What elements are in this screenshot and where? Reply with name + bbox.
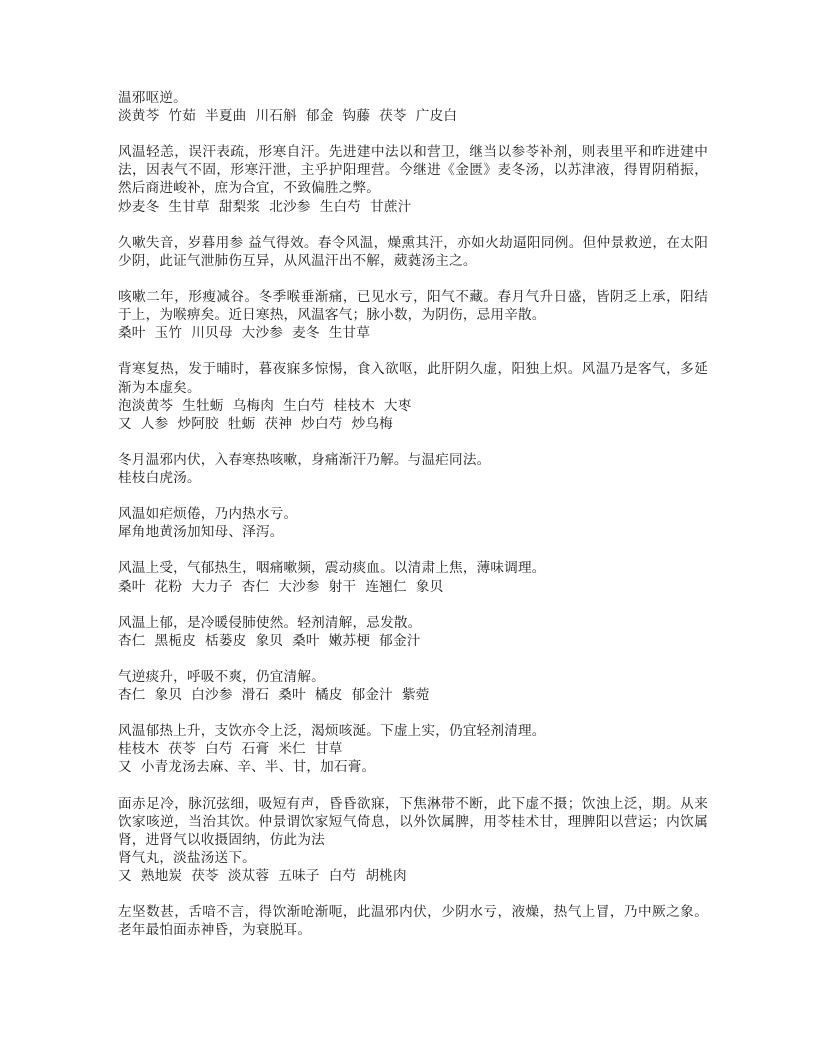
case-description: 风温郁热上升，支饮亦令上泛，渴烦咳涎。下虚上实，仍宜轻剂清理。: [118, 723, 546, 740]
case-description: 咳嗽二年，形瘦减谷。冬季喉垂渐痛，已见水亏，阳气不藏。春月气升日盛，皆阴乏上承，阳结于上，为喉痹矣。近日寒热，风温客气；脉小数，为阴伤，忌用辛散。: [118, 289, 708, 324]
case-entry: [118, 614, 708, 650]
prescription-line: 桂枝白虎汤。: [118, 469, 201, 486]
prescription-line: 泡淡黄芩 生牡蛎 乌梅肉 生白芍 桂枝木 大枣: [118, 397, 412, 414]
prescription-line: 又 小青龙汤去麻、辛、半、甘，加石膏。: [118, 759, 376, 776]
case-description: 久嗽失音，岁暮用参 益气得效。春令风温，燥熏其汗，亦如火劫逼阳同例。但仲景救逆，在太阳少阴，此证气泄肺伤互异，从风温汗出不解，葳蕤汤主之。: [118, 234, 708, 269]
prescription-line: 杏仁 象贝 白沙参 滑石 桑叶 橘皮 郁金汁 紫菀: [118, 687, 430, 704]
prescription-line: 桑叶 花粉 大力子 杏仁 大沙参 射干 连翘仁 象贝: [118, 578, 444, 595]
case-description: 风温如疟烦倦，乃内热水亏。: [118, 506, 298, 523]
prescription-line: 肾气丸，淡盐汤送下。: [118, 849, 256, 866]
prescription-line: 桑叶 玉竹 川贝母 大沙参 麦冬 生甘草: [118, 325, 371, 342]
case-entry: [118, 451, 708, 487]
prescription-line: 犀角地黄汤加知母、泽泻。: [118, 524, 284, 541]
document-page: [118, 89, 708, 958]
case-description: 风温上郁，是冷暖侵肺使然。轻剂清解，忌发散。: [118, 614, 422, 631]
case-entry: [118, 668, 708, 704]
case-entry: [118, 795, 708, 885]
case-entry: [118, 903, 708, 939]
case-entry: [118, 288, 708, 342]
case-description: 冬月温邪内伏，入春寒热咳嗽，身痛渐汗乃解。与温疟同法。: [118, 451, 491, 468]
case-description: 温邪呕逆。: [118, 90, 187, 106]
case-description: 风温轻恙，误汗表疏，形寒自汗。先进建中法以和营卫，继当以参苓补剂，则表里平和昨进建中法，因表气不固，形寒汗泄，主乎护阳理营。今继进《金匮》麦冬汤，以苏津液，得胃阴稍振，然后商进峻补，庶为合宜，不致偏胜之弊。: [118, 144, 708, 197]
prescription-line: 又 熟地炭 茯苓 淡苁蓉 五味子 白芍 胡桃肉: [118, 868, 407, 885]
prescription-line: 桂枝木 茯苓 白芍 石膏 米仁 甘草: [118, 741, 343, 758]
case-description: 风温上受，气郁热生，咽痛嗽频，震动痰血。以清肃上焦，薄味调理。: [118, 560, 546, 577]
case-description: 气逆痰升，呼吸不爽，仍宜清解。: [118, 669, 325, 685]
case-entry: [118, 559, 708, 595]
case-entry: [118, 89, 708, 125]
case-entry: [118, 505, 708, 541]
prescription-line: 又 人参 炒阿胶 牡蛎 茯神 炒白芍 炒乌梅: [118, 415, 393, 432]
case-description: 背寒复热，发于晡时，暮夜寐多惊惕，食入欲呕，此肝阴久虚，阳独上炽。风温乃是客气，多延渐为本虚矣。: [118, 361, 708, 396]
case-entry: [118, 234, 708, 270]
prescription-line: 杏仁 黑栀皮 栝蒌皮 象贝 桑叶 嫩苏梗 郁金汁: [118, 632, 421, 649]
case-description: 左坚数甚，舌喑不言，得饮渐呛渐呃，此温邪内伏，少阴水亏，液燥，热气上冒，乃中厥之象。老年最怕面赤神昏，为衰脱耳。: [118, 904, 708, 939]
case-description: 面赤足冷，脉沉弦细，吸短有声，昏昏欲寐，下焦淋带不断，此下虚不摄；饮浊上泛，期。从来饮家咳逆，当治其饮。仲景谓饮家短气倚息，以外饮属脾，用苓桂术甘，理脾阳以营运；内饮属肾，进肾气以收摄固纳，仿此为法: [118, 795, 708, 848]
case-entry: [118, 360, 708, 432]
case-entry: [118, 722, 708, 776]
case-entry: [118, 143, 708, 215]
prescription-line: 炒麦冬 生甘草 甜梨浆 北沙参 生白芍 甘蔗汁: [118, 198, 412, 215]
prescription-line: 淡黄芩 竹茹 半夏曲 川石斛 郁金 钩藤 茯苓 广皮白: [118, 108, 458, 125]
